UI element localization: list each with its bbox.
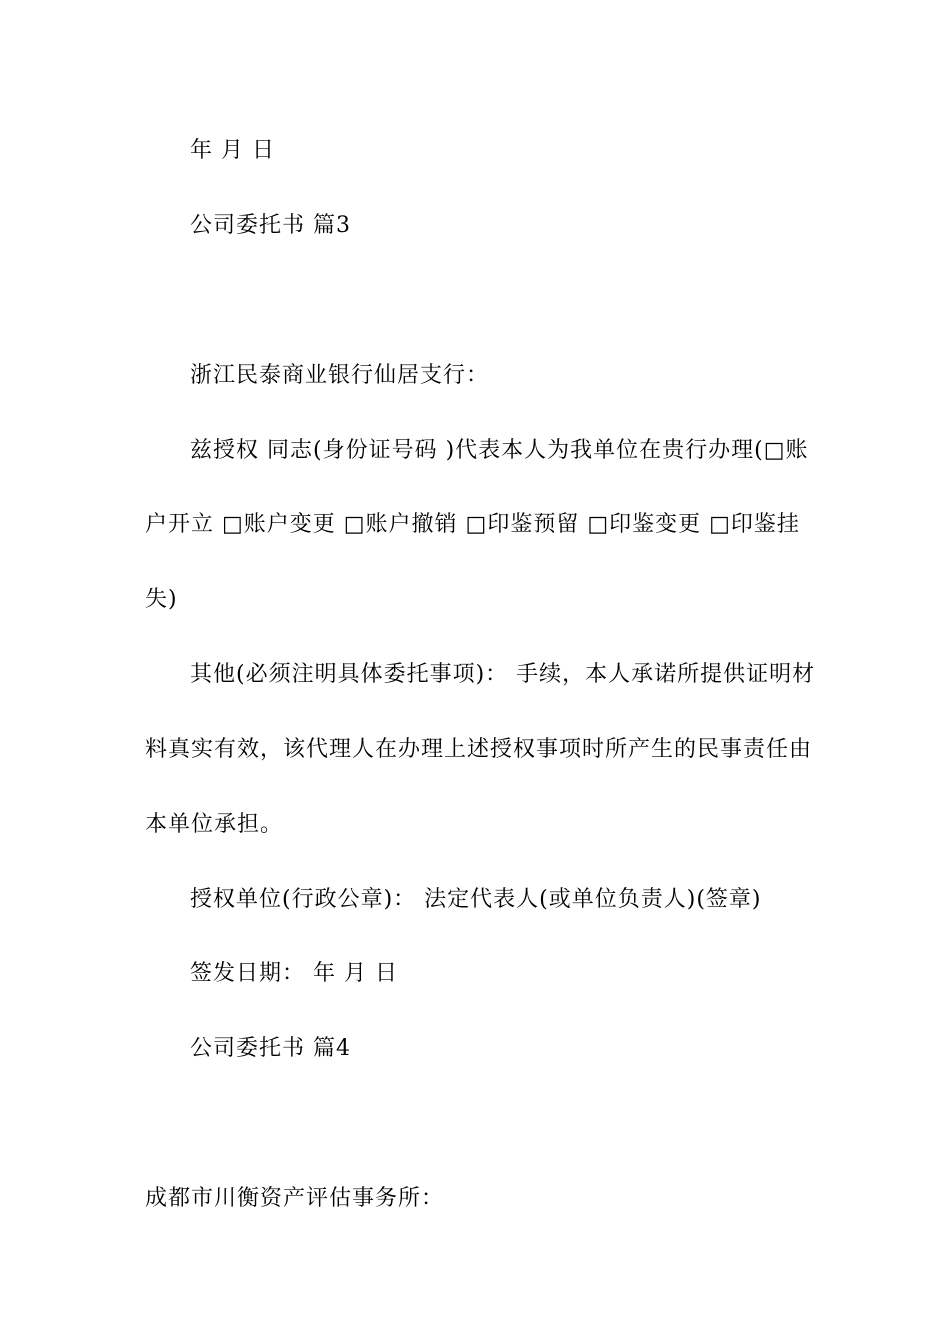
issue-date-line: 签发日期： 年 月 日 xyxy=(190,961,398,986)
body-paragraph-line-2: 户开立 □账户变更 □账户撤销 □印鉴预留 □印鉴变更 □印鉴挂 xyxy=(145,512,800,537)
body-paragraph-line-3: 失) xyxy=(145,587,178,612)
recipient-firm: 成都市川衡资产评估事务所： xyxy=(145,1186,445,1211)
section-heading-4: 公司委托书 篇4 xyxy=(190,1036,351,1061)
other-matters-line-2: 料真实有效，该代理人在办理上述授权事项时所产生的民事责任由 xyxy=(145,737,813,762)
other-matters-line-1: 其他(必须注明具体委托事项)： 手续，本人承诺所提供证明材 xyxy=(190,662,816,687)
section-heading-3: 公司委托书 篇3 xyxy=(190,213,351,238)
body-paragraph-line-1: 兹授权 同志(身份证号码 )代表本人为我单位在贵行办理(□账 xyxy=(190,438,809,463)
recipient-bank: 浙江民泰商业银行仙居支行： xyxy=(190,363,490,388)
date-line: 年 月 日 xyxy=(190,138,275,163)
other-matters-line-3: 本单位承担。 xyxy=(145,812,284,837)
signature-line: 授权单位(行政公章)： 法定代表人(或单位负责人)(签章) xyxy=(190,887,762,912)
